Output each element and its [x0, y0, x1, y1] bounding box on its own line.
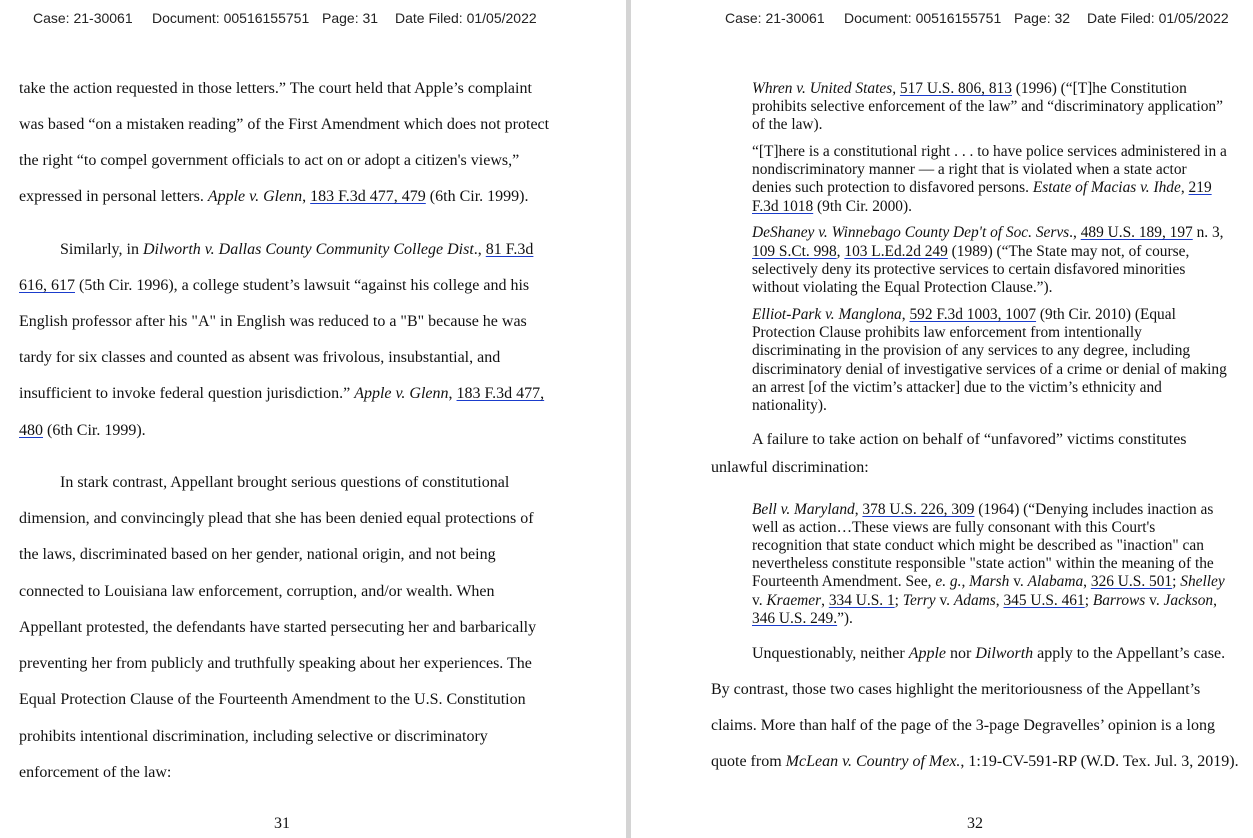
case-name: Elliot-Park v. Manglona: [752, 306, 902, 323]
header-page: Page: 31: [322, 10, 379, 26]
body-line: 616, 617 (5th Cir. 1996), a college student’s lawsuit “against his college and his: [19, 277, 530, 294]
case-name: Apple: [908, 645, 947, 662]
case-name: Bell v. Maryland: [752, 501, 855, 518]
body-line: the right “to compel government officials to act on or adopt a citizen's views,”: [19, 152, 520, 169]
case-name: Dilworth v. Dallas County Community College Dist: [142, 241, 474, 258]
header-date-filed: Date Filed: 01/05/2022: [395, 10, 537, 26]
quote-line: well as action…These views are fully consonant with this Court's: [752, 519, 1156, 536]
page-header: [631, 10, 1253, 28]
body-line: connected to Louisiana law enforcement, corruption, and/or wealth. When: [19, 583, 495, 600]
quote-line: 346 U.S. 249.”).: [752, 610, 853, 627]
case-name: Apple v. Glenn: [207, 188, 303, 205]
quote-line: DeShaney v. Winnebago County Dep't of Soc. Servs., 489 U.S. 189, 197 n. 3,: [752, 224, 1224, 241]
citation-link[interactable]: 346 U.S. 249.: [752, 610, 838, 627]
quote-line: without violating the Equal Protection Clause.”).: [752, 279, 1053, 296]
citation-link[interactable]: 326 U.S. 501: [1090, 573, 1173, 590]
body-line: prohibits intentional discrimination, including selective or discriminatory: [19, 728, 488, 745]
body-line: quote from McLean v. Country of Mex., 1:19-CV-591-RP (W.D. Tex. Jul. 3, 2019).: [711, 753, 1239, 770]
header-document: Document: 00516155751: [152, 10, 310, 26]
citation-link[interactable]: F.3d 1018: [752, 198, 814, 215]
body-line: take the action requested in those letters.” The court held that Apple’s complaint: [19, 80, 532, 97]
quote-line: of the law).: [752, 116, 823, 133]
body-line: preventing her from publicly and truthfully speaking about her experiences. The: [19, 655, 532, 672]
quote-line: Whren v. United States, 517 U.S. 806, 813 (1996) (“[T]he Constitution: [752, 80, 1187, 97]
case-name: Shelley: [1180, 573, 1225, 590]
quote-line: selectively deny its protective services to certain disfavored minorities: [752, 261, 1186, 278]
citation-link[interactable]: 219: [1188, 179, 1212, 196]
citation-link[interactable]: 345 U.S. 461: [1003, 592, 1085, 609]
case-name: Barrows: [1092, 592, 1146, 609]
body-line: Unquestionably, neither Apple nor Dilworth apply to the Appellant’s case.: [752, 645, 1226, 662]
quote-line: nevertheless constitute responsible "state action" within the meaning of the: [752, 555, 1214, 572]
quote-line: Bell v. Maryland, 378 U.S. 226, 309 (1964) (“Denying includes inaction as: [752, 501, 1214, 518]
body-line: tardy for six classes and counted as absent was frivolous, insubstantial, and: [19, 349, 501, 366]
citation-link[interactable]: 334 U.S. 1: [828, 592, 895, 609]
body-line: Similarly, in Dilworth v. Dallas County Community College Dist., 81 F.3d: [60, 241, 534, 258]
body-line: insufficient to invoke federal question jurisdiction.” Apple v. Glenn, 183 F.3d 477,: [19, 385, 545, 402]
quote-line: F.3d 1018 (9th Cir. 2000).: [752, 198, 912, 215]
body-line: Equal Protection Clause of the Fourteenth Amendment to the U.S. Constitution: [19, 691, 526, 708]
body-line: 480 (6th Cir. 1999).: [19, 422, 146, 439]
body-line: In stark contrast, Appellant brought serious questions of constitutional: [60, 474, 510, 491]
citation-link[interactable]: 616, 617: [19, 277, 75, 294]
body-line: the laws, discriminated based on her gender, national origin, and not being: [19, 546, 496, 563]
body-line: was based “on a mistaken reading” of the First Amendment which does not protect: [19, 116, 550, 133]
quote-line: an arrest [of the victim’s attacker] due to the victim’s ethnicity and: [752, 379, 1162, 396]
case-name: Dilworth: [975, 645, 1034, 662]
body-line: dimension, and convincingly plead that she has been denied equal protections of: [19, 510, 534, 527]
body-line: Appellant protested, the defendants have started persecuting her and barbarically: [19, 619, 537, 636]
header-page: Page: 32: [1014, 10, 1071, 26]
quote-line: 109 S.Ct. 998, 103 L.Ed.2d 249 (1989) (“The State may not, of course,: [752, 243, 1190, 260]
citation-link[interactable]: 592 F.3d 1003, 1007: [909, 306, 1037, 323]
quote-line: “[T]here is a constitutional right . . . to have police services administered in a: [752, 143, 1227, 160]
document-page-32: [631, 0, 1253, 838]
citation-link[interactable]: 183 F.3d 477, 479: [310, 188, 426, 205]
body-line: unlawful discrimination:: [711, 459, 869, 476]
quote-line: discriminating in the provision of any services to any degree, including: [752, 342, 1191, 359]
quote-line: Elliot-Park v. Manglona, 592 F.3d 1003, 1007 (9th Cir. 2010) (Equal: [752, 306, 1176, 323]
case-name: DeShaney v. Winnebago County Dep't of Soc. Servs: [752, 224, 1070, 241]
case-name: Apple v. Glenn: [354, 385, 449, 402]
quote-line: nondiscriminatory manner — a right that is violated when a state actor: [752, 161, 1187, 178]
body-line: English professor after his "A" in English was reduced to a "B" because he was: [19, 313, 527, 330]
citation-link[interactable]: 183 F.3d 477,: [456, 385, 545, 402]
case-name: Kraemer: [766, 592, 822, 609]
case-name: Estate of Macias v. Ihde: [1032, 179, 1181, 196]
page-header: [0, 10, 626, 28]
quote-line: denies such protection to disfavored persons. Estate of Macias v. Ihde, 219: [752, 179, 1212, 196]
quote-line: discriminatory denial of investigative services of a crime or denial of making: [752, 361, 1227, 378]
case-name: Jackson: [1163, 592, 1214, 609]
quote-line: nationality).: [752, 397, 827, 414]
body-line: A failure to take action on behalf of “unfavored” victims constitutes: [752, 431, 1187, 448]
header-date-filed: Date Filed: 01/05/2022: [1087, 10, 1229, 26]
body-line: By contrast, those two cases highlight the meritoriousness of the Appellant’s: [711, 681, 1201, 698]
citation-link[interactable]: 489 U.S. 189, 197: [1080, 224, 1193, 241]
header-document: Document: 00516155751: [844, 10, 1002, 26]
case-name: e. g., Marsh: [935, 573, 1010, 590]
case-name: Alabama: [1027, 573, 1084, 590]
citation-link[interactable]: 81 F.3d: [485, 241, 534, 258]
case-name: Adams: [953, 592, 996, 609]
case-name: Whren v. United States,: [752, 80, 897, 97]
page-number: 31: [274, 815, 290, 832]
citation-link[interactable]: 378 U.S. 226, 309: [862, 501, 975, 518]
document-page-31: [0, 0, 626, 838]
header-case: Case: 21-30061: [33, 10, 133, 26]
citation-link[interactable]: 480: [19, 422, 43, 439]
quote-line: v. Kraemer, 334 U.S. 1; Terry v. Adams, 345 U.S. 461; Barrows v. Jackson,: [752, 592, 1217, 609]
body-line: expressed in personal letters. Apple v. Glenn, 183 F.3d 477, 479 (6th Cir. 1999).: [19, 188, 529, 205]
case-name: Terry: [902, 592, 936, 609]
quote-line: Fourteenth Amendment. See, e. g., Marsh v. Alabama, 326 U.S. 501; Shelley: [752, 573, 1225, 590]
quote-line: Protection Clause prohibits law enforcement from intentionally: [752, 324, 1142, 341]
quote-line: prohibits selective enforcement of the law” and “discriminatory application”: [752, 98, 1223, 115]
body-line: enforcement of the law:: [19, 764, 172, 781]
quote-line: recognition that state conduct which might be described as "inaction" can: [752, 537, 1204, 554]
case-name: McLean v. Country of Mex.: [785, 753, 961, 770]
citation-link[interactable]: 109 S.Ct. 998: [752, 243, 837, 260]
body-line: claims. More than half of the page of the 3-page Degravelles’ opinion is a long: [711, 717, 1215, 734]
citation-link[interactable]: 517 U.S. 806, 813: [899, 80, 1012, 97]
header-case: Case: 21-30061: [725, 10, 825, 26]
citation-link[interactable]: 103 L.Ed.2d 249: [844, 243, 948, 260]
page-number: 32: [967, 815, 983, 832]
